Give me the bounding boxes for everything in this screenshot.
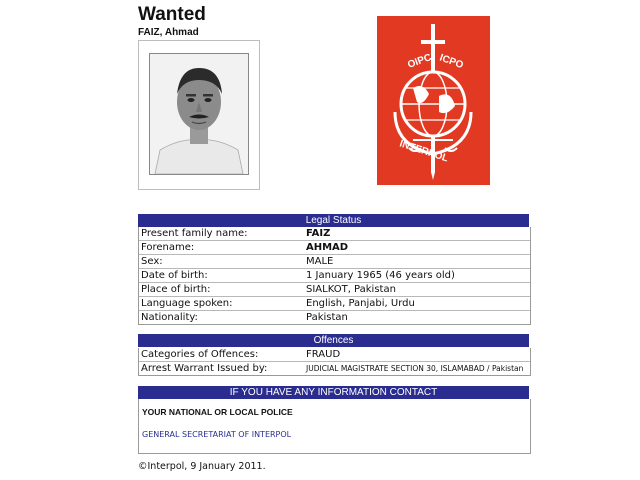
row-value: Pakistan [306,312,348,323]
row-label: Arrest Warrant Issued by: [141,363,268,374]
row-value: English, Panjabi, Urdu [306,298,415,309]
row-label: Nationality: [141,312,198,323]
row-value: AHMAD [306,242,349,253]
row-label: Date of birth: [141,270,208,281]
row-value: FRAUD [306,349,341,360]
table-row [139,241,530,255]
table-row [139,269,530,283]
row-label: Place of birth: [141,284,211,295]
photo-frame [138,40,260,190]
legal-status-table [138,227,531,325]
table-row [139,348,530,362]
table-row [139,255,530,269]
row-label: Sex: [141,256,163,267]
wanted-person-name: FAIZ, Ahmad [138,27,199,38]
table-row [139,227,530,241]
contact-police: YOUR NATIONAL OR LOCAL POLICE [142,407,293,417]
contact-box [138,399,531,454]
row-label: Language spoken: [141,298,233,309]
row-label: Forename: [141,242,195,253]
offences-table [138,348,531,376]
table-row [139,283,530,297]
row-value: JUDICIAL MAGISTRATE SECTION 30, ISLAMABAD / Pakistan [306,364,524,373]
table-row [139,297,530,311]
row-value: SIALKOT, Pakistan [306,284,396,295]
page-title: Wanted [138,4,206,25]
contact-header: IF YOU HAVE ANY INFORMATION CONTACT [138,386,529,399]
row-value: FAIZ [306,228,331,239]
row-value: 1 January 1965 (46 years old) [306,270,455,281]
contact-interpol-link[interactable]: GENERAL SECRETARIAT OF INTERPOL [142,430,292,439]
offences-header: Offences [138,334,529,347]
svg-text:OIPC: OIPC [406,52,434,71]
interpol-logo [377,16,490,185]
legal-status-header: Legal Status [138,214,529,227]
table-row [139,311,530,324]
row-label: Categories of Offences: [141,349,259,360]
svg-text:INTERPOL: INTERPOL [398,138,450,165]
row-value: MALE [306,256,334,267]
footer-copyright: ©Interpol, 9 January 2011. [138,461,266,472]
row-label: Present family name: [141,228,248,239]
interpol-emblem-icon [377,16,490,185]
portrait-illustration [150,54,248,174]
person-photo [149,53,249,175]
table-row [139,362,530,375]
svg-text:ICPO: ICPO [437,52,465,72]
